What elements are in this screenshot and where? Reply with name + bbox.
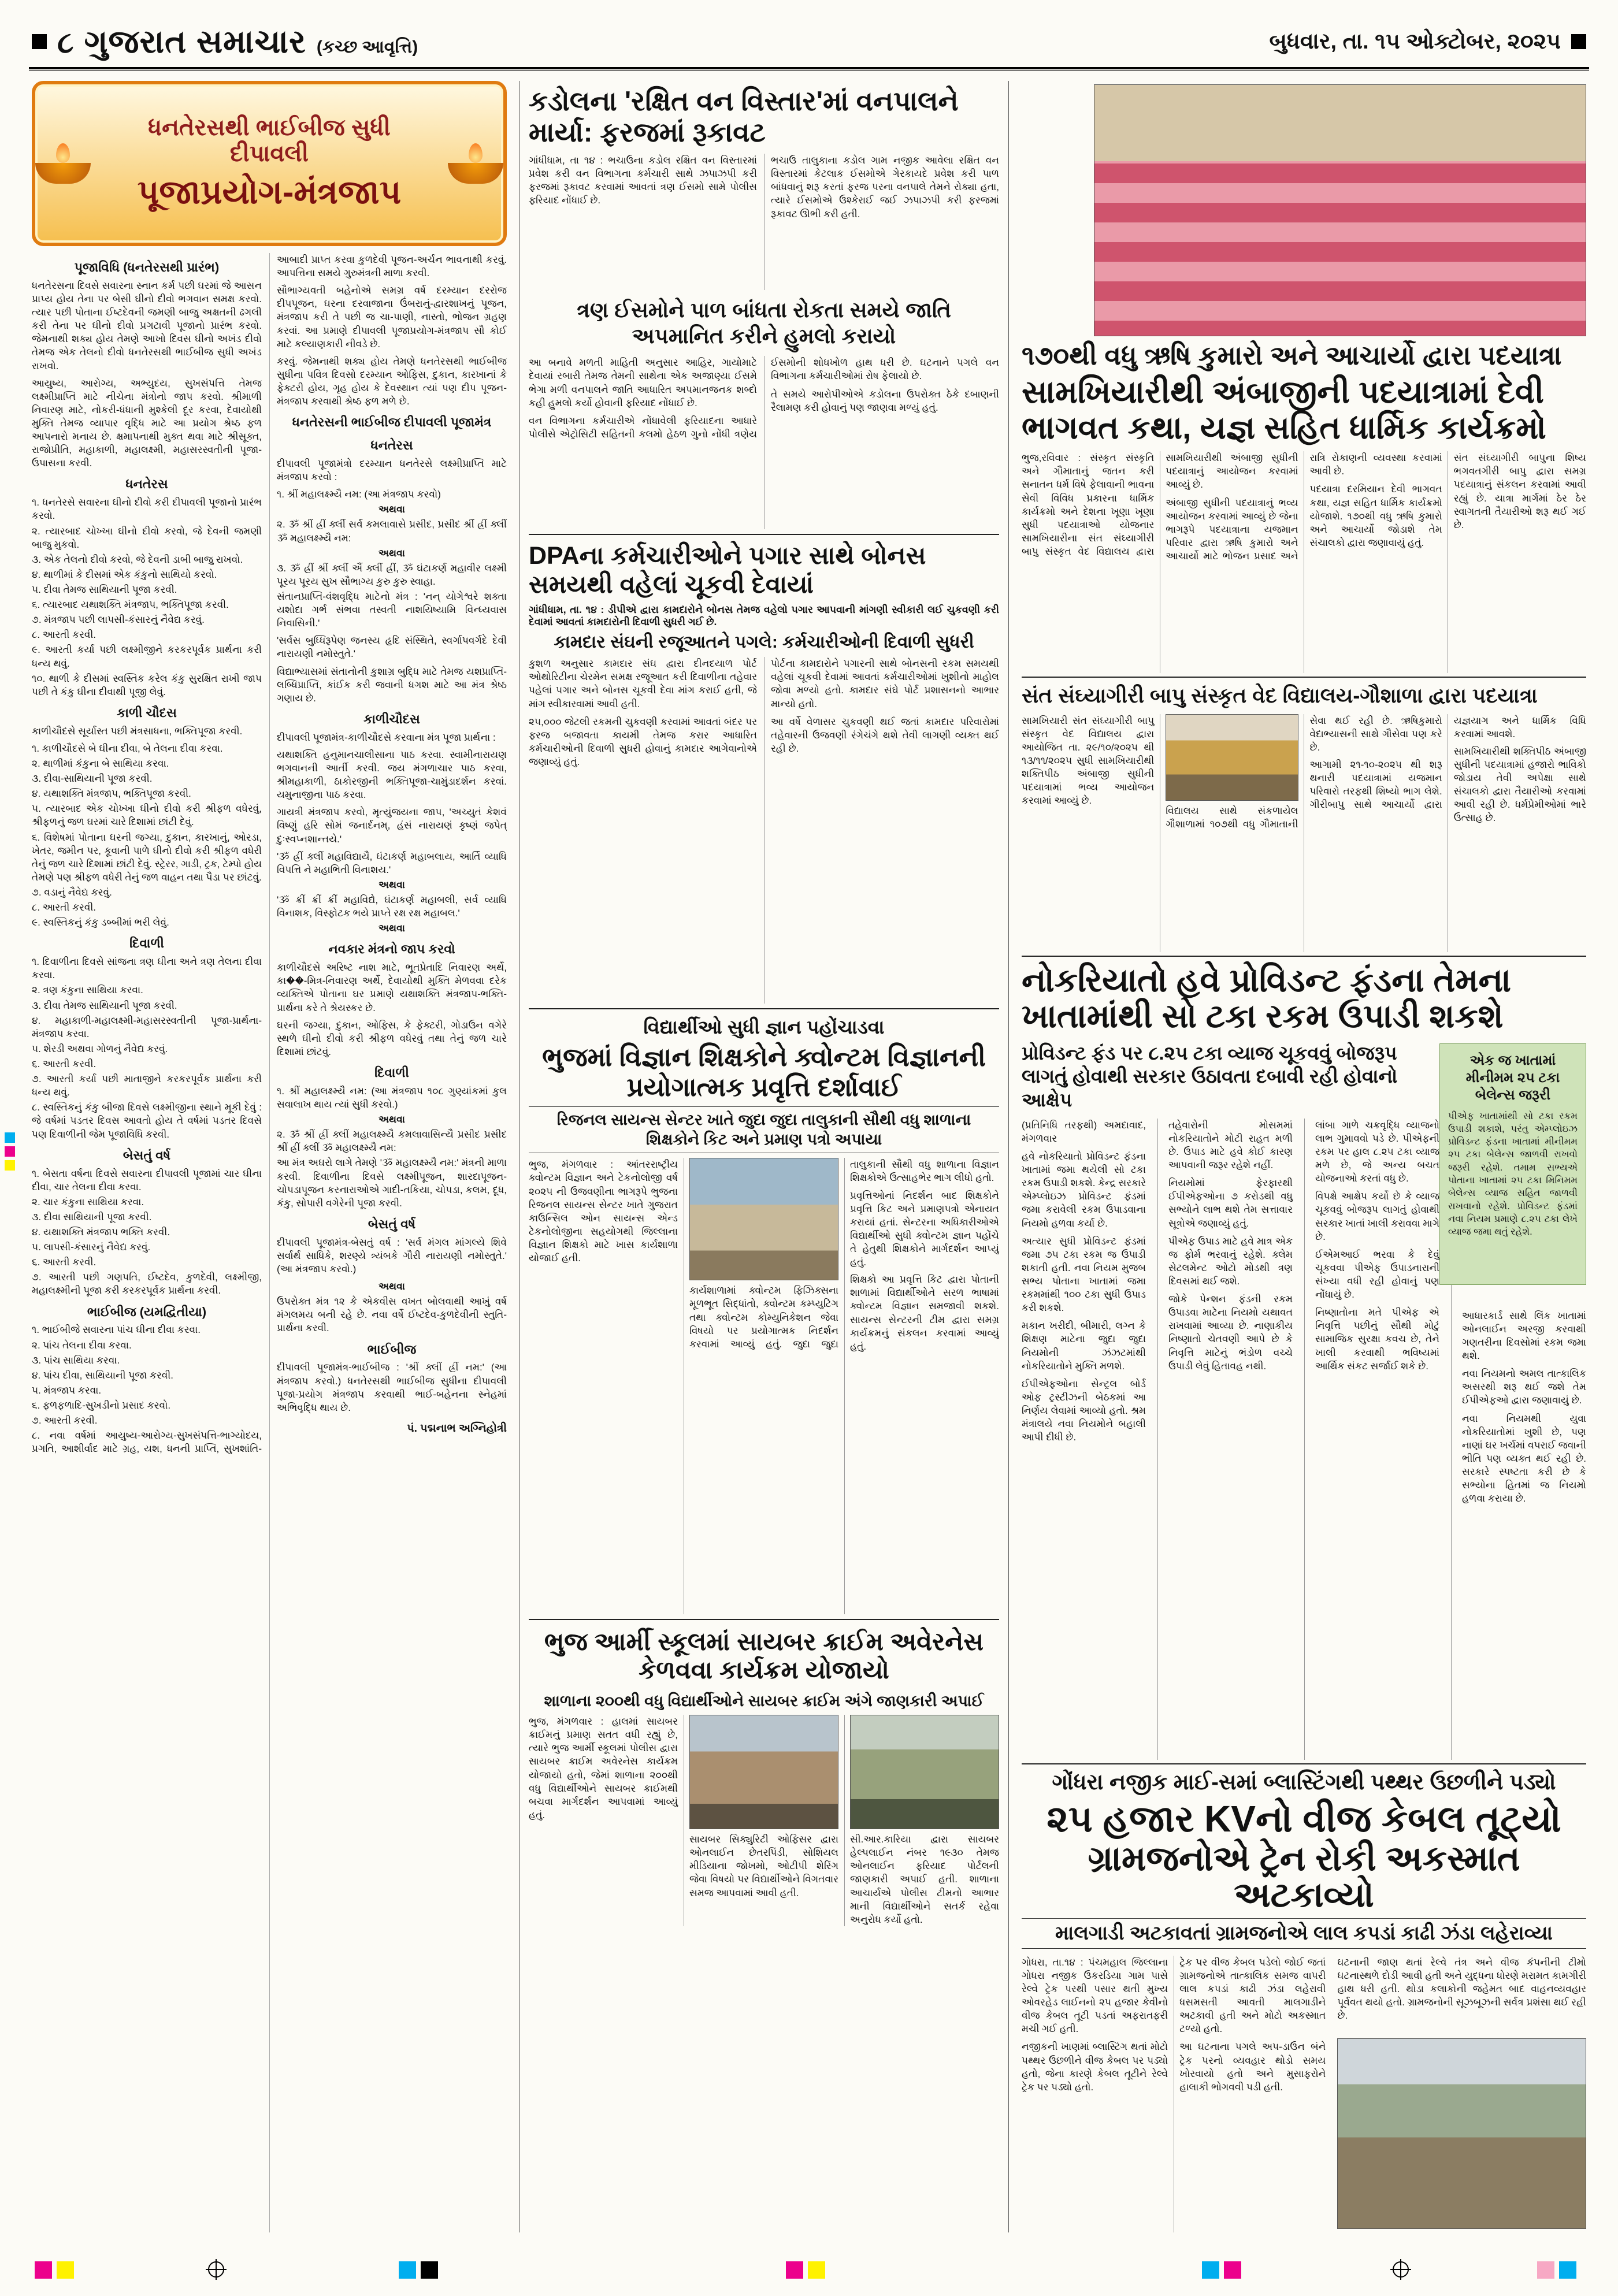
paragraph: તહેવારોની મોસમમાં નોકરિયાતોને મોટી રાહત મળી છે. ઉપાડ માટે હવે કોઈ કારણ આપવાની જરૂર રહેશે નહીં. — [1168, 1119, 1293, 1171]
paragraph: નિયમોમાં ફેરફારથી ઈપીએફઓના ૭ કરોડથી વધુ સભ્યોને લાભ થશે તેમ સત્તાવાર સૂત્રોએ જણાવ્યું હતું. — [1168, 1177, 1293, 1229]
edition-label: (કચ્છ આવૃત્તિ) — [316, 37, 418, 57]
paragraph: ઈએમઆઈ ભરવા કે દેવું ચૂકવવા પીએફ ઉપાડનારાની સંખ્યા વધી રહી હોવાનું પણ નોંધાયું છે. — [1315, 1249, 1439, 1301]
middle-column — [519, 81, 1009, 2232]
puja-flow-item: ૮. નવા વર્ષમાં આયુષ્ય-આરોગ્ય-સુખસંપત્તિ-ભાગ્યોદય, પ્રગતિ, આશીર્વાદ માટે ગ્રહ, યશ, ધનની પ્રાપ્તિ, સુખશાંતિ-આબાદી પ્રાપ્ત કરવા કુળદેવી પૂજન-અર્ચન ભાવનાથી કરવું. આપત્તિના સમયે ગુરુમંત્રની માળા કરવી. — [32, 254, 507, 1455]
paragraph: ગોધરા, તા.૧૪ : પંચમહાલ જિલ્લાના ગોધરા નજીક ઉકરડિયા ગામ પાસે રેલ્વે ટ્રેક પરથી પસાર થતી મુખ્ય ઓવરહેડ લાઈનનો ૨૫ હજાર કેવીનો વીજ કેબલ તૂટી પડતાં અફરાતફરી મચી ગઈ હતી. — [1022, 1956, 1168, 2035]
paragraph: વન વિભાગના કર્મચારીએ નોંધાવેલી ફરિયાદના આધારે પોલીસે એટ્રોસિટી સહિતની કલમો હેઠળ ગુનો નોંધી ત્રણેય ઈસમોની શોધખોળ હાથ ધરી છે. ઘટનાને પગલે વન વિભાગના કર્મચારીઓમાં રોષ ફેલાયો છે. — [529, 357, 999, 440]
registration-mark — [1202, 2261, 1219, 2279]
page-header — [32, 21, 1586, 62]
article-quantum-science — [529, 1009, 999, 1620]
puja-box-titles — [110, 115, 428, 212]
paragraph: નવા નિયમથી યુવા નોકરિયાતોમાં ખુશી છે, પણ નાણાં ઘર ખર્ચમાં વપરાઈ જવાની ભીતિ પણ વ્યક્ત થઈ રહી છે. સરકારે સ્પષ્ટતા કરી છે કે સભ્યોના હિતમાં જ નિયમો હળવા કરાયા છે. — [1462, 1413, 1586, 1504]
registration-mark — [1224, 2261, 1241, 2279]
puja-flow-item: ૨. ચાર કંકુના સાથિયા કરવા. — [32, 1196, 144, 1208]
quantum-headline: ભુજમાં વિજ્ઞાન શિક્ષકોને ક્વોન્ટમ વિજ્ઞાનની પ્રયોગાત્મક પ્રવૃત્તિ દર્શાવાઈ — [542, 1042, 986, 1102]
vidyalay-body-item: આગામી ૨૧-૧૦-૨૦૨૫ થી શરૂ થનારી પદયાત્રામાં યજમાન પરિવારો તરફથી શિષ્યો ભાગ લેશે. ગીરીબાપુ સાથે આચાર્યો દ્વારા યજ્ઞયાગ અને ધાર્મિક વિધિ કરવામાં આવશે. — [1309, 715, 1586, 811]
cyber-headline: ભુજ આર્મી સ્કૂલમાં સાયબર ક્રાઈમ અવેરનેસ કેળવવા કાર્યક્રમ યોજાયો — [544, 1628, 984, 1685]
paragraph: નજીકની ખાણમાં બ્લાસ્ટિંગ થતાં મોટો પથ્થર ઉછળીને વીજ કેબલ પર પડ્યો હતો, જેના કારણે કેબલ તૂટીને રેલ્વે ટ્રેક પર પડ્યો હતો. — [1022, 2041, 1168, 2093]
pf-subhead: પ્રોવિડન્ટ ફંડ પર ૮.૨૫ ટકા વ્યાજ ચૂકવવું બોજરૂપ લાગતું હોવાથી સરકાર ઉઠાવતા દબાવી રહી હોવાનો આક્ષેપ — [1022, 1042, 1398, 1110]
puja-flow-item: ઉપરોક્ત મંત્ર ૧૨ કે એકવીસ વખત બોલવાથી આખું વર્ષ મંગલમય બની રહે છે. નવા વર્ષે ઈષ્ટદેવ-કુળદેવીની સ્તુતિ-પ્રાર્થના કરવી. — [277, 1296, 507, 1334]
puja-flow-item: ઘરની જગ્યા, દુકાન, ઓફિસ, કે ફેક્ટરી, ગોડાઉન વગેરે સ્થળે ઘીનો દીવો કરી શ્રીફળ વધેરવું તથા તેનું જળ ચારે દિશામાં છાંટવું. — [277, 1019, 507, 1057]
paragraph: આ વર્ષે વેળાસર ચુકવણી થઈ જતાં કામદાર પરિવારોમાં તહેવારની ઉજવણી રંગેચંગે થશે તેવી લાગણી વ્યક્ત થઈ રહી છે. — [771, 716, 999, 754]
puja-flow-item: બેસતું વર્ષ — [368, 1216, 416, 1231]
puja-flow-item: ૫. લાપસી-કંસારનું નૈવેદ્ય કરવું. — [32, 1242, 151, 1253]
pf-headline: નોકરિયાતો હવે પ્રોવિડન્ટ ફંડના તેમના ખાતામાંથી સો ટકા રકમ ઉપાડી શકશે — [1022, 961, 1511, 1035]
registration-mark — [786, 2261, 803, 2279]
paragraph: પીએફ ઉપાડ માટે હવે માત્ર એક જ ફોર્મ ભરવાનું રહેશે. ક્લેમ સેટલમેન્ટ ઓટો મોડથી ત્રણ દિવસમાં થઈ જશે. — [1168, 1235, 1293, 1287]
header-rule — [29, 67, 1589, 71]
puja-flow-item: ભાઈબીજ — [367, 1342, 417, 1357]
paragraph: ઘટનાની જાણ થતાં રેલ્વે તંત્ર અને વીજ કંપનીની ટીમો ઘટનાસ્થળે દોડી આવી હતી અને યુદ્ધના ધોરણે મરામત કામગીરી હાથ ધરી હતી. થોડા કલાકોની જહેમત બાદ વાહનવ્યવહાર પૂર્વવત થયો હતો. ગ્રામજનોની સૂઝબૂઝની સર્વત્ર પ્રશંસા થઈ રહી છે. — [1337, 1956, 1586, 2022]
puja-flow-item: ૬. આરતી કરવી. — [32, 1058, 97, 1069]
paragraph: નિષ્ણાતોના મતે પીએફ એ નિવૃત્તિ પછીનું સૌથી મોટું સામાજિક સુરક્ષા કવચ છે, તેને ખાલી કરવાથી ભવિષ્યમાં આર્થિક સંકટ સર્જાઈ શકે છે. — [1315, 1307, 1439, 1372]
vidyalay-body-item: સામખિયારી સંત સંઘ્યાગીરી બાપુ સંસ્કૃત વેદ વિદ્યાલય દ્વારા આયોજિત તા. ૨૯/૧૦/૨૦૨૫ થી ૧૩/૧૧/૨૦૨૫ સુધી સામખિયારીથી શક્તિપીઠ અંબાજી સુધીની પદયાત્રામાં ભવ્ય આયોજન કરવામાં આવ્યું છે. — [1022, 715, 1155, 807]
puja-flow-item: દીપાવલી પૂજામંત્ર-કાળીચૌદસે કરવાના મંત્ર પૂજા પ્રાર્થના : — [277, 731, 496, 743]
puja-flow-item: કાળીચૌદસે અરિષ્ટ નાશ માટે, ભૂતપ્રેતાદિ નિવારણ અર્થે, કા��-મિત્ર-નિવારણ અર્થે, દેવાયોથી મુક્તિ મેળવવા દરેક વ્યક્તિએ પોતાના ઘર પ્રમાણે યથાશક્તિ મંત્રજાપ-ભક્તિ-પ્રાર્થના કરે તે શ્રેયસ્કર છે. — [277, 962, 507, 1013]
puja-flow-item: સંતાનપ્રાપ્તિ-વંશવૃદ્ધિ માટેનો મંત્ર : 'નન્ યોગેશ્વરે શક્તા યશોદા ગર્ભ સંભવા તસ્વતી નાશયિષ્યામિ વિન્ધ્યવાસ નિવાસિની.' — [277, 591, 507, 629]
paragraph: ભુજ,રવિવાર : સંસ્કૃત સંસ્કૃતિ અને ગૌમાતાનું જતન કરી સનાતન ધર્મ વિષે ફેલાવાની ભાવના સેવી વિવિધ પ્રકારના ધાર્મિક કાર્યક્રમો અને દેશના ખૂણા ખૂણા સુધી પદયાત્રાઓ યોજનાર સામખિયારીના સંત સંઘ્યાગીરી બાપુ સંસ્કૃત વેદ વિદ્યાલય દ્વારા સામખિયારીથી અંબાજી સુધીની પદયાત્રાનું આયોજન કરવામાં આવ્યું છે. — [1022, 452, 1298, 557]
puja-article-text — [32, 253, 507, 2232]
puja-flow-item: ૧. દિવાળીના દિવસે સાંજના ત્રણ ઘીના અને ત્રણ તેલના દીવા કરવા. — [32, 956, 262, 981]
puja-feature-box — [32, 81, 507, 246]
puja-flow-item: ૧. બેસતા વર્ષના દિવસે સવારના દીપાવલી પૂજામાં ચાર ઘીના દીવા, ચાર તેલના દીવા કરવા. — [32, 1168, 262, 1192]
dpa-headline: DPAના કર્મચારીઓને પગાર સાથે બોનસ સમયથી વહેલાં ચૂકવી દેવાયાં — [529, 542, 926, 599]
masthead — [32, 23, 418, 61]
cyber-body — [529, 1715, 999, 1926]
registration-cluster — [1202, 2261, 1241, 2279]
puja-flow-item: ધનતેરસ — [125, 477, 168, 492]
cyber-subhead: શાળાના ૨૦૦થી વધુ વિદ્યાર્થીઓને સાયબર ક્રાઈમ અંગે જાણકારી અપાઈ — [544, 1692, 984, 1710]
right-column — [1022, 81, 1586, 2232]
puja-flow-item: ૮. આરતી કરવી. — [32, 902, 97, 913]
registration-cluster — [786, 2261, 825, 2279]
puja-flow-item: પં. પદ્મનાભ અગ્નિહોત્રી — [407, 1422, 507, 1435]
dpa-crosshead: કામદાર સંઘની રજૂઆતને પગલે: કર્મચારીઓની દિવાળી સુધરી — [554, 633, 974, 652]
puja-flow-item: ૯. આરતી કર્યા પછી લક્ષ્મીજીને કરકરપૂર્વક પ્રાર્થના કરી ધન્ય થવું. — [32, 644, 262, 669]
puja-flow-item: અથવા — [378, 1281, 405, 1292]
puja-flow-item: ૭. આરતી પછી ગણપતિ, ઈષ્ટદેવ, કુળદેવી, લક્ષ્મીજી, મહાલક્ષ્મીની પૂજા કરી કરકરપૂર્વક પ્રાર્થના કરવી. — [32, 1272, 262, 1296]
puja-flow-item: ૫. દીવા તેમજ સાથિયાની પૂજા કરવી. — [32, 584, 177, 595]
pf-highlight-box — [1439, 1043, 1586, 1285]
registration-cluster — [399, 2261, 438, 2279]
train-body — [1022, 1956, 1586, 2232]
puja-flow-item: કરવું. જેમનાથી શક્ય હોય તેમણે ધનતેરસથી ભાઈબીજ સુધીના પવિત્ર દિવસો દરમ્યાન ઓફિસ, દુકાન, કારખાનાં કે ફેક્ટરી હોય, ગૃહ હોય કે દેવસ્થાન ત્યાં પણ દીપ પૂજન-મંત્રજાપ કરવાથી શ્રેષ્ઠ ફળ મળે છે. — [277, 355, 507, 407]
puja-flow-item: દીપાવલી પૂજામંત્ર-બેસતું વર્ષ : 'સર્વ મંગલ માંગલ્યે શિવે સર્વાર્થ સાધિકે, શરણ્યે ત્ર્યંબકે ગૌરી નારાયણી નમોસ્તુતે.' (આ મંત્રજાપ કરવો.) — [277, 1236, 507, 1275]
article-dpa-bonus — [529, 535, 999, 1009]
puja-flow-item: ૩. દીવા સાથિયાની પૂજા કરવી. — [32, 1211, 152, 1223]
puja-flow-item: કાળી ચૌદસ — [117, 705, 177, 720]
paragraph: હવે નોકરિયાતો પ્રોવિડન્ટ ફંડના ખાતામાં જમા થયેલી સો ટકા રકમ ઉપાડી શકશે. કેન્દ્ર સરકારે એમ્પ્લોઇઝ પ્રોવિડન્ટ ફંડમાં જમા કરાવેલી રકમ ઉપાડવાના નિયમો હળવા કર્યા છે. — [1022, 1151, 1146, 1229]
padyatra-headline: સામખિયારીથી અંબાજીની પદયાત્રામાં દેવી ભાગવત કથા, યજ્ઞ સહિત ધાર્મિક કાર્યક્રમો — [1022, 374, 1546, 445]
paragraph: કુશળ અનુસાર કામદાર સંઘ દ્વારા દીનદયાળ પોર્ટ ઓથોરિટીના ચેરમેન સમક્ષ રજૂઆત કરી દિવાળીના તહેવાર પહેલાં પગાર અને બોનસ ચૂકવી દેવા માંગ કરાઈ હતી, જે માંગ સ્વીકારવામાં આવી હતી. — [529, 658, 757, 709]
puja-flow-item: ૬. વિશેષમાં પોતાના ઘરની જગ્યા, દુકાન, કારખાનું, ઓરડા, ખેતર, જમીન પર, કૂવાની પાળે ઘીનો દીવો કરી શ્રીફળ વધેરી તેનું જળ ચારે દિશામાં છાંટી દેવું. સ્ટ્રેરર, ગાડી, ટ્રક, ટેમ્પો હોય તેમણે પણ શ્રીફળ વધેરી તેનું જળ વાહન તથા પૈડા પર છાંટવું. — [32, 831, 262, 883]
registration-mark — [808, 2261, 825, 2279]
puja-flow-item: અથવા — [378, 923, 405, 934]
puja-flow-item: ૫. મંત્રજાપ કરવા. — [32, 1384, 102, 1396]
puja-flow-item: ૨. ૐ શ્રીં હ્રીં ક્લીં સર્વ કમલાવાસે પ્રસીદ, પ્રસીદ શ્રીં હ્રીં ક્લીં ૐ મહાલક્ષ્મ્યૈ નમ: — [277, 519, 507, 544]
puja-flow-item: ૨. થાળીમાં કંકુના બે સાથિયા કરવા. — [32, 758, 169, 769]
puja-flow-item: ૧. શ્રીં મહાલક્ષ્મ્યૈ નમ: (આ મંત્રજાપ કરવો) — [277, 489, 441, 500]
puja-flow-item: કાળીચૌદસ — [363, 711, 420, 726]
puja-flow-item: ધનતેરસના દિવસે સવારના સ્નાન કર્મ પછી ઘરમાં જે આસન પ્રાપ્ય હોય તેના પર બેસી ઘીનો દીવો ભગવાન સમક્ષ કરવો. ત્યાર પછી પોતાના ઈષ્ટદેવની જમણી બાજુ અક્ષતની ઢગલી કરી તેના પર ઘીનો દીવો પ્રગટાવી પૂજાનો પ્રારંભ કરવો. જેમનાથી શક્ય હોય તેમણે આખો દિવસ ઘીનો અખંડ દીવો તેમજ એક તેલનો દીવો ધનતેરસથી ભાઈબીજ સુધી અખંડ રાખવો. — [32, 280, 262, 371]
puja-flow-item: ૬. ત્યારબાદ યથાશક્તિ મંત્રજાપ, ભક્તિપૂજા કરવી. — [32, 599, 229, 611]
puja-flow-item: દિવાળી — [129, 936, 164, 951]
puja-flow-item: ૮. સ્વસ્તિકનું કંકુ બીજા દિવસે લક્ષ્મીજીના સ્થાને મૂકી દેવું : જે વર્ષમાં પડતર દિવસ આવતો હોય તે વર્ષમાં પડતર દિવસે પણ દિવાળીની જેમ પૂજાવિધિ કરવી. — [32, 1102, 262, 1140]
paragraph: નવા નિયમનો અમલ તાત્કાલિક અસરથી શરૂ થઈ જશે તેમ ઈપીએફઓ દ્વારા જણાવાયું છે. — [1462, 1368, 1586, 1406]
forest-headline: કડોલના 'રક્ષિત વન વિસ્તાર'માં વનપાલને માર્યા: ફરજમાં રૂકાવટ — [529, 86, 959, 148]
puja-flow-item: ભાઈબીજ (યમદ્વિતીયા) — [87, 1304, 207, 1319]
train-subhead: માલગાડી અટકાવતાં ગ્રામજનોએ લાલ કપડાં કાઢી ઝંડા લહેરાવ્યા — [1022, 1918, 1586, 1949]
registration-target-icon — [1393, 2261, 1409, 2278]
padyatra-photo-wrap — [1022, 81, 1586, 333]
quantum-kicker: વિદ્યાર્થીઓ સુધી જ્ઞાન પહોંચાડવા — [643, 1016, 885, 1038]
puja-flow-item: ગાયત્રી મંત્રજાપ કરવો, મૃત્યુંજયના જાપ, 'અચ્યુતં કેશવં વિષ્ણું હરિ સોમં જનાર્દનમ્, હંસં નારાયણં કૃષ્ણં જપેત્ દુઃસ્વપ્નશાન્તયે.' — [277, 807, 507, 845]
puja-flow-item: ૩. દીવા-સાથિયાની પૂજા કરવી. — [32, 773, 153, 785]
puja-flow-item: 'ૐ હ્રીં ક્લીં મહાવિદ્યાયૈ, ઘંટાકર્ણ મહાબલાય, આર્તિ વ્યાધિ વિપત્તિ ને મહાભિતી વિનાશય.' — [277, 850, 507, 875]
vidyalay-body-item: સામખિયારીથી શક્તિપીઠ અંબાજી સુધીની પદયાત્રામાં હજારો ભાવિકો જોડાય તેવી અપેક્ષા સાથે સંચાલકો દ્વારા તૈયારીઓ કરવામાં આવી રહી છે. ધર્મપ્રેમીઓમાં ભારે ઉત્સાહ છે. — [1453, 745, 1586, 824]
puja-flow-item: આયુષ્ય, આરોગ્ય, અભ્યુદય, સુખસંપત્તિ તેમજ લક્ષ્મીપ્રાપ્તિ માટે નીચેના મંત્રોનો જાપ કરવો. શ્રીમાળી નિવારણ માટે, નોકરી-ધંધાની મુશ્કેલી દૂર કરવા, દેવાયોથી મુક્તિ તેમજ વ્યાપાર વૃદ્ધિ માટે આ પ્રયોગ શ્રેષ્ઠ ફળ આપનારો મનાય છે. ક્ષમાપનાથી મુક્ત થવા માટે શ્રીસૂક્ત, રાજોપ્રીતિ, મહાકાળી, મહાલક્ષ્મી, મહાસરસ્વતીની પૂજા-ઉપાસના કરવી. — [32, 377, 262, 469]
quantum-body-item: શિક્ષકો આ પ્રવૃત્તિ કિટ દ્વારા પોતાની શાળામાં વિદ્યાર્થીઓને સરળ ભાષામાં ક્વોન્ટમ વિજ્ઞાન સમજાવી શકશે. સાયન્સ સેન્ટરની ટીમ દ્વારા સમગ્ર કાર્યક્રમનું સંકલન કરવામાં આવ્યું હતું. — [850, 1274, 999, 1352]
print-mark-right — [1571, 34, 1586, 49]
forest-subhead: ત્રણ ઈસમોને પાળ બાંધતા રોકતા સમયે જાતિ અપમાનિત કરીને હુમલો કરાયો — [577, 298, 951, 348]
train-text-left — [1022, 1956, 1326, 2232]
paragraph: મકાન ખરીદી, બીમારી, લગ્ન કે શિક્ષણ માટેના જુદા જુદા નિયમોની ઝંઝટમાંથી નોકરિયાતોને મુક્તિ મળશે. — [1022, 1320, 1146, 1372]
registration-mark — [1537, 2261, 1554, 2279]
registration-cluster — [35, 2261, 74, 2279]
registration-mark — [5, 1146, 15, 1157]
puja-flow-item: આ મંત્ર અઘરો લાગે તેમણે 'ૐ મહાલક્ષ્મ્યૈ નમ:' મંત્રની માળા કરવી. દિવાળીના દિવસે લક્ષ્મીપૂજન, શારદાપૂજન-ચોપડાપૂજન કરનારાઓએ ગાદી-તકિયા, ચોપડા, કલમ, દૂધ, કંકુ, સોપારી વગેરેની પૂજા કરવી. — [277, 1157, 507, 1209]
side-registration-marks — [5, 1132, 15, 1171]
puja-flow-item: ધનતેરસની ભાઈબીજ દીપાવલી પૂજામંત્ર — [292, 415, 492, 430]
puja-flow-item: બેસતું વર્ષ — [123, 1147, 171, 1162]
puja-flow-item: દીપાવલી પૂજામંત્રો દરમ્યાન ધનતેરસે લક્ષ્મીપ્રાપ્તિ માટે મંત્રજાપ કરવો : — [277, 458, 507, 483]
paragraph: સંત સંઘ્યાગીરી બાપુના શિષ્ય ભગવતગીરી બાપુ દ્વારા સમગ્ર પદયાત્રાનું સંકલન કરવામાં આવી રહ્યું છે. યાત્રા માર્ગમાં ઠેર ઠેર સ્વાગતની તૈયારીઓ શરૂ થઈ ગઈ છે. — [1453, 452, 1586, 530]
registration-cluster — [1393, 2261, 1409, 2278]
paragraph: જોકે પેન્શન ફંડની રકમ ઉપાડવા માટેના નિયમો યથાવત રાખવામાં આવ્યા છે. નાણાકીય નિષ્ણાતો ચેતવણી આપે છે કે નિવૃત્તિ માટેનું ભંડોળ વચ્ચે ઉપાડી લેવું હિતાવહ નથી. — [1168, 1294, 1293, 1372]
vidyalay-body — [1022, 714, 1586, 957]
quantum-body-item: ભુજ, મંગળવાર : આંતરરાષ્ટ્રીય ક્વોન્ટમ વિજ્ઞાન અને ટેકનોલોજી વર્ષ ૨૦૨૫ ની ઉજવણીના ભાગરૂપે ભુજના રિજનલ સાયન્સ સેન્ટર ખાતે ગુજરાત કાઉન્સિલ ઓન સાયન્સ એન્ડ ટેકનોલોજીના સહયોગથી જિલ્લાના વિજ્ઞાન શિક્ષકો માટે ખાસ કાર્યશાળા યોજાઈ હતી. — [529, 1159, 678, 1264]
puja-flow-item: ૯. સ્વસ્તિકનું કંકુ ડબ્બીમાં ભરી લેવું. — [32, 917, 169, 928]
paragraph: ૨૫,૦૦૦ જેટલી રકમની ચુકવણી કરવામાં આવતાં બંદર પર ફરજ બજાવતા કાયમી તેમજ કરાર આધારિત કર્મચારીઓની દિવાળી સુધરી હોવાનું કામદાર આગેવાનોએ જણાવ્યું હતું. — [529, 716, 757, 767]
article-forest — [529, 81, 999, 535]
paragraph: આ ઘટનાના પગલે અપ-ડાઉન બંને ટ્રેક પરનો વ્યવહાર થોડો સમય ખોરવાયો હતો અને મુસાફરોને હાલાકી ભોગવવી પડી હતી. — [1179, 2041, 1326, 2093]
forest-body-2 — [529, 356, 999, 529]
puja-title-line1: ધનતેરસથી ભાઈબીજ સુધી દીપાવલી — [148, 115, 391, 166]
puja-flow-item: ૩. ૐ હ્રીં શ્રીં ક્લીં ઐં ક્લીં હ્રીં, ૐ ઘંટાકર્ણ મહાવીર લક્ષ્મી પૂરય પૂરય સુખ સૌભાગ્ય કુરુ કુરુ સ્વાહા. — [277, 562, 507, 587]
paragraph: અત્યાર સુધી પ્રોવિડન્ટ ફંડમાં જમા ૭૫ ટકા રકમ જ ઉપાડી શકાતી હતી. નવા નિયમ મુજબ સભ્ય પોતાના ખાતામાં જમા રકમમાંથી ૧૦૦ ટકા સુધી ઉપાડ કરી શકશે. — [1022, 1235, 1146, 1314]
cyber-body-item: સી.આર.કારિયા દ્વારા સાયબર હેલ્પલાઈન નંબર ૧૯૩૦ તેમજ ઓનલાઈન ફરિયાદ પોર્ટલની જાણકારી અપાઈ હતી. શાળાના આચાર્યએ પોલીસ ટીમનો આભાર માની વિદ્યાર્થીઓને સતર્ક રહેવા અનુરોધ કર્યો હતો. — [850, 1834, 999, 1925]
puja-flow-item: ૭. મંત્રજાપ પછી લાપસી-કંસારનું નૈવેદ્ય કરવું. — [32, 614, 205, 626]
cyber-body-item — [850, 1715, 999, 1829]
puja-flow-item: ૨. પાંચ તેલના દીવા કરવા. — [32, 1339, 132, 1351]
cyber-body-item: સાયબર સિક્યુરિટી ઓફિસર દ્વારા ઓનલાઈન છેતરપિંડી, સોશિયલ મીડિયાના જોખમો, ઓટીપી શેરિંગ જેવા વિષયો પર વિદ્યાર્થીઓને વિગતવાર સમજ આપવામાં આવી હતી. — [689, 1834, 838, 1899]
bottom-registration-strip — [0, 2261, 1618, 2287]
puja-title-line2: પૂજાપ્રયોગ-મંત્રજાપ — [137, 173, 402, 211]
quantum-body — [529, 1158, 999, 1614]
puja-flow-item: પૂજાવિધિ (ધનતેરસથી પ્રારંભ) — [74, 260, 220, 274]
registration-mark — [5, 1160, 15, 1171]
puja-flow-item: અથવા — [378, 504, 405, 515]
puja-flow-item: ૧. ધનતેરસે સવારના ઘીનો દીવો કરી દીપાવલી પૂજાનો પ્રારંભ કરવો. — [32, 497, 262, 522]
paragraph: પોર્ટના કામદારોને પગારની સાથે બોનસની રકમ સમયથી વહેલાં ચૂકવી દેવામાં આવતાં કર્મચારીઓમાં ખુશીનો માહોલ જોવા મળ્યો હતો. કામદાર સંઘે પોર્ટ પ્રશાસનનો આભાર માન્યો હતો. — [771, 658, 999, 709]
puja-flow-item: ૪. મહાકાળી-મહાલક્ષ્મી-મહાસરસ્વતીની પૂજા-પ્રાર્થના-મંત્રજાપ કરવા. — [32, 1015, 262, 1039]
paragraph: ઈપીએફઓના સેન્ટ્રલ બોર્ડ ઓફ ટ્રસ્ટીઝની બેઠકમાં આ નિર્ણય લેવામાં આવ્યો હતો. શ્રમ મંત્રાલયે નવા નિયમોને બહાલી આપી દીધી છે. — [1022, 1378, 1146, 1443]
paragraph: વિપક્ષે આક્ષેપ કર્યો છે કે વ્યાજ ચૂકવવું બોજરૂપ લાગતું હોવાથી સરકાર ખાતાં ખાલી કરાવવા માગે છે. — [1315, 1191, 1439, 1242]
puja-flow-item: ૨. ત્રણ કંકુના સાથિયા કરવા. — [32, 984, 143, 996]
registration-mark — [57, 2261, 74, 2279]
puja-flow-item: ૩. એક તેલનો દીવો કરવો, જે દેવની ડાબી બાજુ રાખવો. — [32, 553, 243, 565]
train-text-right — [1337, 1956, 1586, 2232]
paragraph: અંબાજી સુધીની પદયાત્રાનું ભવ્ય આયોજન કરવામાં આવ્યું છે જેના ભાગરૂપે પદયાત્રાના યજમાન પરિવાર દ્વારા ઋષિ કુમારો અને આચાર્યો માટે ભોજન પ્રસાદ અને રાત્રિ રોકાણની વ્યવસ્થા કરવામાં આવી છે. — [1166, 452, 1442, 562]
paragraph: લાંબા ગાળે ચક્રવૃદ્ધિ વ્યાજનો લાભ ગુમાવવો પડે છે. પીએફની રકમ પર હાલ ૮.૨૫ ટકા વ્યાજ મળે છે, જે અન્ય બચત યોજનાઓ કરતાં વધુ છે. — [1315, 1119, 1439, 1184]
puja-flow-item: ૪. યથાશક્તિ મંત્રજાપ ભક્તિ કરવી. — [32, 1226, 170, 1238]
puja-flow-item: ૪. યથાશક્તિ મંત્રજાપ, ભક્તિપૂજા કરવી. — [32, 788, 191, 800]
puja-flow-item: ૨. ત્યારબાદ ચોખ્ખા ઘીનો દીવો કરવો, જે દેવની જમણી બાજુ મુકવો. — [32, 525, 262, 550]
registration-mark — [399, 2261, 416, 2279]
registration-mark — [1559, 2261, 1576, 2279]
article-cyber-awareness — [529, 1620, 999, 1931]
vidyalay-body-item — [1166, 714, 1298, 801]
puja-flow-item: ૪. પાંચ દીવા, સાથિયાની પૂજા કરવી. — [32, 1369, 173, 1381]
forest-body-1 — [529, 154, 999, 290]
puja-flow-item: ૬. આરતી કરવી. — [32, 1257, 97, 1268]
puja-flow-item: અથવા — [378, 879, 405, 890]
dpa-lead: ગાંધીધામ, તા. ૧૪ : ડીપીએ દ્વારા કામદારોને બોનસ તેમજ વહેલો પગાર આપવાની માંગણી સ્વીકારી લઈ ચુકવણી કરી દેવામાં આવતાં કામદારોની દિવાળી સુધરી ગઈ છે. — [529, 604, 999, 628]
paragraph: ટ્રેક પર વીજ કેબલ પડેલો જોઈ જતાં ગ્રામજનોએ તાત્કાલિક સમજ વાપરી લાલ કપડાં કાઢી ઝંડા લહેરાવી ધસમસતી આવતી માલગાડીને અટકાવી હતી અને મોટો અકસ્માત ટળ્યો હતો. — [1179, 1956, 1326, 2035]
pf-box-text: પીએફ ખાતામાંથી સો ટકા રકમ ઉપાડી શકાશે, પરંતુ એમ્પ્લોઇઝ પ્રોવિડન્ટ ફંડના ખાતામાં મીનીમમ ૨૫ ટકા બેલેન્સ જાળવી રાખવો જરૂરી રહેશે. તમામ સભ્યએ પોતાના ખાતામાં ૨૫ ટકા મિનિમમ બેલેન્સ વ્યાજ સહિત જાળવી રાખવાનો રહેશે. પ્રોવિડન્ટ ફંડમાં નવા નિયમ પ્રમાણે ૮.૨૫ ટકા લેખે વ્યાજ જમા થતું રહેશે. — [1448, 1110, 1578, 1238]
quantum-subhead: રિજનલ સાયન્સ સેન્ટર ખાતે જુદા જુદા તાલુકાની સૌથી વધુ શાળાના શિક્ષકોને કિટ અને પ્રમાણ પત્રો અપાયા — [529, 1106, 999, 1154]
cyber-body-item — [689, 1715, 838, 1829]
dpa-body — [529, 657, 999, 1004]
paper-name: ગુજરાત સમાચાર — [84, 23, 306, 60]
quantum-body-item — [689, 1158, 838, 1280]
train-kicker: ગોંધરા નજીક માઈ-સમાં બ્લાસ્ટિંગથી પથ્થર ઉછળીને પડ્યો — [1052, 1770, 1556, 1795]
paragraph: ભચાઉ તાલુકાના કડોલ ગામ નજીક આવેલા રક્ષિત વન વિસ્તારમાં કેટલાક ઈસમોએ ગેરકાયદે પ્રવેશ કરી પાળ બાંધવાનું શરૂ કરતાં ફરજ પરના વનપાલે તેમને રોક્યા હતા, ત્યારે ઈસમોએ ઉશ્કેરાઈ જઈ ઝપાઝપી કરી ફરજમાં રૂકાવટ ઊભી કરી હતી. — [771, 155, 999, 220]
puja-flow-item: નવકાર મંત્રનો જાપ કરવો — [328, 942, 455, 957]
left-column — [32, 81, 507, 2232]
puja-flow-item: ૩. પાંચ સાથિયા કરવા. — [32, 1354, 120, 1366]
article-provident-fund — [1022, 957, 1586, 1764]
puja-flow-item: 'સર્વસ બુધ્ધિરૂપેણ જનસ્ય હૃદિ સંસ્થિતે, સ્વર્ગાપવર્ગદે દેવી નારાયણી નમોસ્તુતે.' — [277, 635, 507, 660]
paragraph: તે સમયે આરોપીઓએ કડોલના ઉપરોક્ત ઠેકે દબાણની રૈલામણ કરી હોવાનું પણ જાણવા મળ્યું હતું. — [771, 388, 999, 413]
photo-train-track — [1337, 2038, 1586, 2229]
puja-flow-item: ૭. આરતી કર્યા પછી માતાજીને કરકરપૂર્વક પ્રાર્થના કરી ધન્ય થવું. — [32, 1073, 262, 1098]
vidyalay-body-item: વિદ્યાલય સાથે સંકળાયેલ ગૌશાળામાં ૧૦૭થી વધુ ગૌમાતાની સેવા થઈ રહી છે. ઋષિકુમારો વેદાભ્યાસની સાથે ગૌસેવા પણ કરે છે. — [1166, 715, 1442, 830]
cyber-body-item: ભુજ, મંગળવાર : હાલમાં સાયબર ક્રાઈમનું પ્રમાણ સતત વધી રહ્યું છે, ત્યારે ભુજ આર્મી સ્કૂલમાં પોલીસ દ્વારા સાયબર ક્રાઈમ અવેરનેસ કાર્યક્રમ યોજાયો હતો, જેમાં શાળાના ૨૦૦થી વધુ વિદ્યાર્થીઓને સાયબર ક્રાઈમથી બચવા માર્ગદર્શન આપવામાં આવ્યું હતું. — [529, 1716, 678, 1821]
puja-flow-item: ૧. કાળીચૌદસે બે ઘીના દીવા, બે તેલના દીવા કરવા. — [32, 742, 223, 754]
paragraph: ગાંધીધામ, તા ૧૪ : ભચાઉના કડોલ રક્ષિત વન વિસ્તારમાં પ્રવેશ કરી વન વિભાગના કર્મચારી સાથે ઝપાઝપી કરી ફરજમાં રૂકાવટ કરવામાં આવતાં ત્રણ ઈસમો સામે પોલીસ ફરિયાદ નોંધાઈ છે. — [529, 155, 757, 206]
puja-flow-item: ૫. ત્યારબાદ એક ચોખ્ખા ઘીનો દીવો કરી શ્રીફળ વધેરવું, શ્રીફળનું જળ ઘરમાં ચારે દિશામાં છાંટી દેવું. — [32, 803, 262, 828]
registration-cluster — [208, 2261, 224, 2278]
puja-flow-item: ૬. ફળફળાદિ-સુખડીનો પ્રસાદ કરવો. — [32, 1399, 171, 1411]
registration-mark — [35, 2261, 52, 2279]
page-number: ૮ — [57, 25, 74, 60]
registration-target-icon — [208, 2261, 224, 2278]
puja-flow-item: કાળીચૌદસે સૂર્યાસ્ત પછી મંત્રસાધના, ભક્તિપૂજા કરવી. — [32, 725, 243, 737]
registration-cluster — [1537, 2261, 1576, 2279]
puja-flow-item: ૧૦. થાળી કે દીસમાં સ્વસ્તિક કરેલ કંકુ સુરક્ષિત રાખી જાપ પછી તે કંકુ ઘીના દીવાથી પૂજી લેવું. — [32, 673, 262, 697]
article-train-cable — [1022, 1764, 1586, 2232]
pf-column-3 — [1304, 1119, 1439, 1760]
masthead-date — [1270, 29, 1586, 54]
train-right-paras — [1337, 1956, 1586, 2027]
pf-column-1 — [1022, 1119, 1146, 1760]
puja-flow-item: ૨. ૐ શ્રીં હ્રીં ક્લીં મહાલક્ષ્મ્યૈ કમલાવાસિન્યૈ પ્રસીદ પ્રસીદ શ્રીં હ્રીં ક્લીં ૐ મહાલક્ષ્મ્યૈ નમ: — [277, 1129, 507, 1154]
puja-flow-item: યથાશક્તિ હનુમાનચાલીસાના પાઠ કરવા. સ્વામીનારાયણ ભગવાનની આર્તી કરવી. જય મંગળાચાર પાઠ કરવા, શ્રીમહાકાળી, ઠાકોરજીની ભક્તિપૂજા-ચામુંડાદર્શન કરવાં. યમુનાજીના પાઠ કરવા. — [277, 749, 507, 801]
pf-box-title: એક જ ખાતામાં મીનીમમ ૨૫ ટકા બેલેન્સ જરૂરી — [1465, 1052, 1560, 1103]
puja-flow-item: અથવા — [378, 1114, 405, 1125]
quantum-body-item: પ્રવૃત્તિઓનાં નિદર્શન બાદ શિક્ષકોને પ્રવૃત્તિ કિટ અને પ્રમાણપત્રો એનાયત કરાયાં હતાં. સેન્ટરના અધિકારીઓએ વિદ્યાર્થીઓ સુધી ક્વોન્ટમ જ્ઞાન પહોંચે તે હેતુથી શિક્ષકોને માર્ગદર્શન આપ્યું હતું. — [850, 1190, 999, 1268]
date-line: બુધવાર, તા. ૧૫ ઓક્ટોબર, ૨૦૨૫ — [1269, 29, 1561, 54]
pf-column-2 — [1157, 1119, 1293, 1760]
paragraph: આ બનાવે મળતી માહિતી અનુસાર આહિર, ગાયોમાટે દેવાયાં રબારી તેમજ તેમની સાથેના એક અજાણ્યા ઈસમે ભેગા મળી વનપાલને જાતિ આધારિત અપમાનજનક શબ્દો કહી હુમલો કર્યો હોવાની ફરિયાદ નોંધાઈ છે. — [529, 357, 757, 408]
registration-mark — [421, 2261, 438, 2279]
train-headline-2: ગ્રામજનોએ ટ્રેન રોકી અકસ્માત અટકાવ્યો — [1088, 1838, 1520, 1915]
photo-padyatra-group — [1094, 84, 1586, 336]
registration-mark — [5, 1132, 15, 1143]
puja-flow-item: 'ૐ ક્રીં ક્રીં ક્રીં મહાવિદ્યે, ઘંટાકર્ણ મહાબલી, સર્વ વ્યાધિ વિનાશક, વિસ્ફોટક ભયે પ્રાપ્તે રક્ષ રક્ષ મહાબલ.' — [277, 894, 507, 919]
puja-flow-item: ૧. ભાઈબીજે સવારના પાંચ ઘીના દીવા કરવા. — [32, 1324, 201, 1336]
puja-flow-item: અથવા — [378, 547, 405, 559]
puja-flow-item: ૩. દીવા તેમજ સાથિયાની પૂજા કરવી. — [32, 1000, 177, 1011]
train-headline-1: ૨૫ હજાર KVનો વીજ કેબલ તૂટ્યો — [1046, 1797, 1561, 1840]
padyatra-body — [1022, 451, 1586, 678]
puja-flow-item: ૭. આરતી કરવી. — [32, 1415, 98, 1426]
padyatra-kicker: ૧૭૦થી વધુ ઋષિ કુમારો અને આચાર્યો દ્વારા પદયાત્રા — [1022, 340, 1562, 370]
paragraph: આધારકાર્ડ સાથે લિંક ખાતામાં ઓનલાઈન અરજી કરવાથી ગણતરીના દિવસોમાં રકમ જમા થશે. — [1462, 1310, 1586, 1362]
puja-flow-item: વિદ્યાભ્યાસમાં સંતાનોની કુશાગ્ર બુદ્ધિ માટે તેમજ યશપ્રાપ્તિ-લબ્ધિપ્રાપ્તિ, કાંઈક કરી જવાની ધગશ માટે આ મંત્ર શ્રેષ્ઠ ગણાય છે. — [277, 666, 507, 704]
puja-flow-item: દીપાવલી પૂજામંત્ર-ભાઈબીજ : 'શ્રીં ક્લીં હ્રીં નમ:' (આ મંત્રજાપ કરવો.) ધનતેરસથી ભાઈબીજ સુધીના દીપાવલી પૂજા-પ્રયોગ મંત્રજાપ કરવાથી ભાઈ-બહેનના સ્નેહમાં અભિવૃદ્ધિ થાય છે. — [277, 1362, 507, 1413]
paragraph: (પ્રતિનિધિ તરફથી) અમદાવાદ, મંગળવાર — [1022, 1119, 1146, 1144]
puja-flow-item: ૪. થાળીમાં કે દીસમાં એક કંકુનો સાથિયો કરવો. — [32, 569, 217, 580]
vidyalay-subhead: સંત સંઘ્યાગીરી બાપુ સંસ્કૃત વેદ વિદ્યાલય-ગૌશાળા દ્વારા પદયાત્રા — [1022, 683, 1538, 708]
print-mark-left — [32, 34, 47, 49]
diya-lamp-icon — [448, 143, 503, 184]
puja-flow-item: ૭. વડાનું નૈવેદ્ય કરવું. — [32, 886, 112, 898]
puja-flow-item: ૧. શ્રીં મહાલક્ષ્મ્યૈ નમ: (આ મંત્રજાપ ૧૦૮ ગુણ્યાંકમાં કુલ સવાલાખ થાય ત્યાં સુધી કરવો.) — [277, 1085, 507, 1110]
puja-flow-item: ધનતેરસ — [370, 438, 413, 453]
puja-flow-item: ૫. શેરડી અથવા ગોળનું નૈવેદ્ય કરવું. — [32, 1043, 168, 1054]
puja-flow-item: ૮. આરતી કરવી. — [32, 629, 97, 641]
puja-flow-item: દિવાળી — [374, 1065, 409, 1080]
paragraph: પદયાત્રા દરમિયાન દેવી ભાગવત કથા, યજ્ઞ સહિત ધાર્મિક કાર્યક્રમો યોજાશે. ૧૭૦થી વધુ ઋષિ કુમારો અને આચાર્યો જોડાશે તેમ સંચાલકો દ્વારા જણાવાયું હતું. — [1309, 484, 1442, 548]
quantum-body-item: કાર્યશાળામાં ક્વોન્ટમ ફિઝિક્સના મૂળભૂત સિદ્ધાંતો, ક્વોન્ટમ કમ્પ્યુટિંગ તથા ક્વોન્ટમ કોમ્યુનિકેશન જેવા વિષયો પર પ્રયોગાત્મક નિદર્શન કરવામાં આવ્યું હતું. જુદા જુદા તાલુકાની સૌથી વધુ શાળાના વિજ્ઞાન શિક્ષકોએ ઉત્સાહભેર ભાગ લીધો હતો. — [689, 1159, 999, 1350]
diya-lamp-icon — [35, 143, 91, 184]
puja-flow-item: સૌભાગ્યવતી બહેનોએ સમગ્ર વર્ષ દરમ્યાન દરરોજ દીપપૂજન, ઘરના દરવાજાના ઉંબરાનું-દ્વારશાખનું પૂજન, મંત્રજાપ કરી તે પછી જ ચા-પાણી, નાસ્તો, ભોજન ગ્રહણ કરવાં. આ પ્રમાણે દીપાવલી પૂજાપ્રયોગ-મંત્રજાપ સૌ કોઈ માટે કલ્યાણકારી નીવડે છે. — [277, 285, 507, 350]
